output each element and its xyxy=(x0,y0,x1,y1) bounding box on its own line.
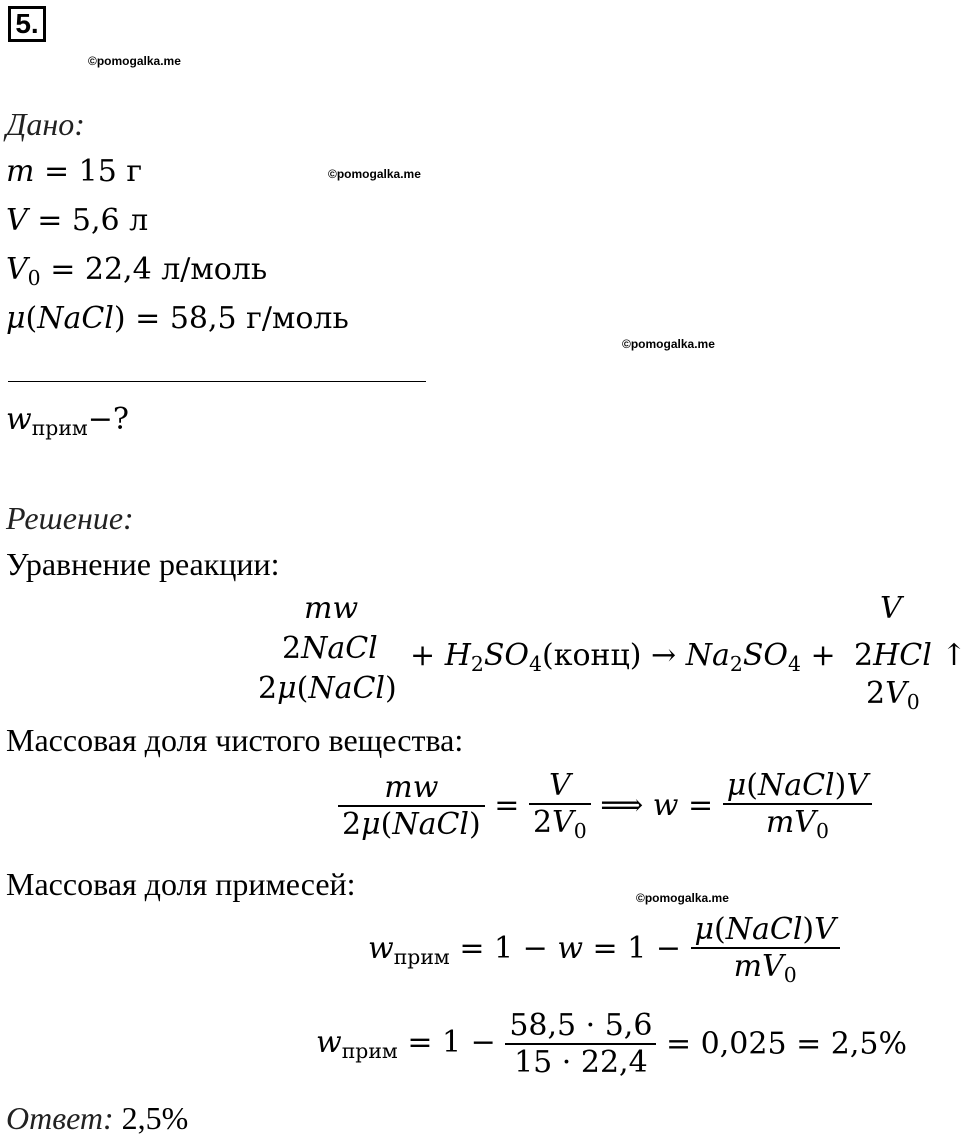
impurity-heading: Массовая доля примесей: xyxy=(6,866,356,902)
pure-heading: Массовая доля чистого вещества: xyxy=(6,722,464,758)
watermark: ©pomogalka.me xyxy=(622,337,715,351)
answer-label: Ответ: xyxy=(6,1100,114,1136)
reaction-hcl: 2HCl ↑ xyxy=(854,638,967,673)
watermark: ©pomogalka.me xyxy=(328,167,421,181)
impurity-formula: $w_{прим} = 1 - w = 1$ − $\frac{\text{μ(NaCl)V}}{mV_0}$ xyxy=(368,912,840,987)
divider-line xyxy=(8,381,426,382)
given-v0: $V_0 = 22,4$ л/моль xyxy=(6,252,268,291)
given-mu: μ(NaCl) = 58,5 г/моль xyxy=(6,301,349,336)
reaction-below-nacl: 2μ(NaCl) xyxy=(258,671,397,706)
reaction-above-nacl: mw xyxy=(304,591,359,626)
watermark: ©pomogalka.me xyxy=(636,891,729,905)
given-m: m = 15 г xyxy=(6,154,143,189)
given-v: V = 5,6 л xyxy=(6,203,149,238)
impurity-calculation: $w_{прим} = 1$ − $\frac{58,5 \cdot 5,6}{15 \cdot 22,4}$ = 0,025 = 2,5% xyxy=(316,1008,907,1080)
answer-value: 2,5% xyxy=(121,1100,189,1136)
answer xyxy=(6,1100,188,1137)
reaction-below-hcl: $2V_0$ xyxy=(866,676,920,715)
given-label: Дано: xyxy=(6,106,85,142)
reaction-above-hcl: V xyxy=(880,591,902,626)
watermark: ©pomogalka.me xyxy=(88,54,181,68)
reaction-heading: Уравнение реакции: xyxy=(6,546,280,582)
task-number: 5. xyxy=(8,6,46,42)
find-quantity: $w_{прим}-$? xyxy=(6,402,130,441)
reaction-middle: + $H_2SO_4(конц) \to Na_2SO_4$ + xyxy=(410,638,836,677)
reaction-nacl: 2NaCl xyxy=(282,631,378,666)
solution-label: Решение: xyxy=(6,500,134,536)
pure-fraction-equation: $\frac{mw}{\text{2μ(NaCl)}}$ = $\frac{V}{2V_0}$ ⟹ w = $\frac{\text{μ(NaCl)V}}{mV_0}$ xyxy=(338,768,872,843)
